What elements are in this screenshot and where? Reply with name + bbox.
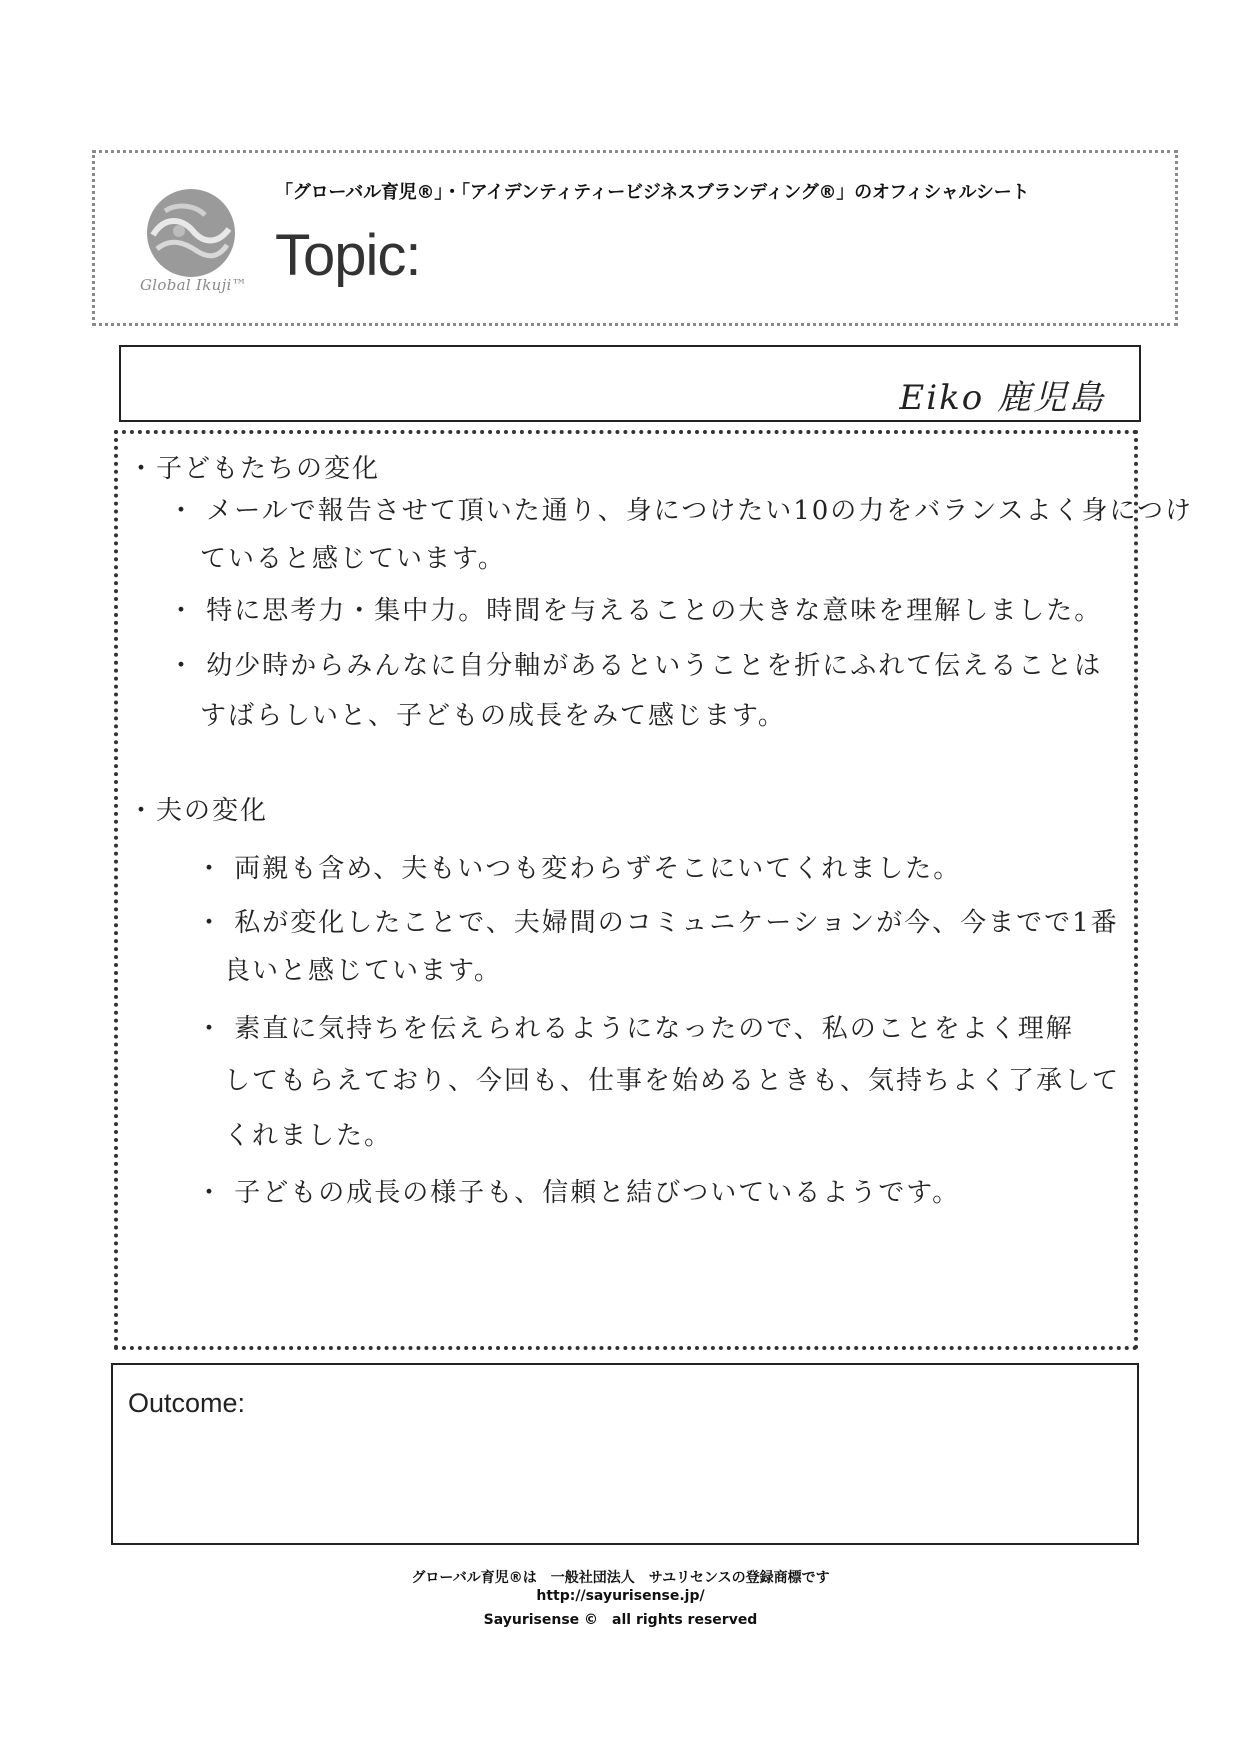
handwritten-line: ・ メールで報告させて頂いた通り、身につけたい10の力をバランスよく身につけ bbox=[168, 496, 1194, 526]
handwritten-line: ・ 子どもの成長の様子も、信頼と結びついているようです。 bbox=[196, 1178, 961, 1208]
handwritten-line: ていると感じています。 bbox=[200, 544, 506, 574]
handwritten-line: ・ 幼少時からみんなに自分軸があるということを折にふれて伝えることは bbox=[168, 651, 1103, 681]
section-title: ・夫の変化 bbox=[128, 796, 269, 826]
handwritten-line: してもらえており、今回も、仕事を始めるときも、気持ちよく了承して bbox=[224, 1066, 1121, 1096]
handwritten-line: ・ 特に思考力・集中力。時間を与えることの大きな意味を理解しました。 bbox=[168, 596, 1103, 626]
handwritten-line: ・ 両親も含め、夫もいつも変わらずそこにいてくれました。 bbox=[196, 854, 962, 884]
handwritten-line: くれました。 bbox=[224, 1121, 393, 1151]
outcome-box bbox=[111, 1363, 1139, 1545]
footer-url: http://sayurisense.jp/ bbox=[536, 1588, 705, 1604]
footer-copyright: Sayurisense © all rights reserved bbox=[483, 1612, 758, 1628]
sheet-subtitle: 「グローバル育児®」・「アイデンティティービジネスブランディング®」のオフィシャルシート bbox=[275, 182, 1030, 203]
global-ikuji-logo bbox=[143, 185, 239, 281]
logo-text: Global Ikuji™ bbox=[140, 276, 247, 294]
handwritten-line: ・ 素直に気持ちを伝えられるようになったので、私のことをよく理解 bbox=[196, 1014, 1074, 1044]
header-box bbox=[92, 150, 1178, 326]
handwritten-line: すばらしいと、子どもの成長をみて感じます。 bbox=[200, 701, 786, 731]
section-title: ・子どもたちの変化 bbox=[128, 454, 381, 484]
outcome-label: Outcome: bbox=[128, 1388, 246, 1418]
handwritten-line: 良いと感じています。 bbox=[224, 956, 502, 986]
topic-label: Topic: bbox=[275, 223, 421, 288]
handwritten-line: ・ 私が変化したことで、夫婦間のコミュニケーションが今、今までで1番 bbox=[196, 908, 1119, 938]
footer-trademark: グローバル育児®は 一般社団法人 サユリセンスの登録商標です bbox=[411, 1570, 830, 1586]
author-name: Eiko 鹿児島 bbox=[899, 378, 1105, 418]
